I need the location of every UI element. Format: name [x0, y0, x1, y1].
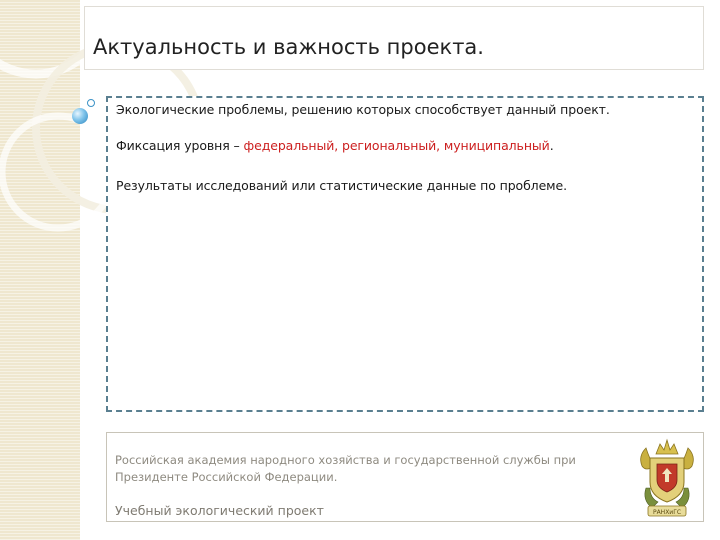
emblem-motto: РАНХиГС	[652, 509, 682, 516]
paragraph-research-results: Результаты исследований или статистические данные по проблеме.	[116, 178, 567, 193]
level-suffix: .	[549, 138, 554, 153]
level-values: федеральный, региональный, муниципальный	[243, 138, 550, 153]
institution-line-2: Президенте Российской Федерации.	[115, 470, 338, 484]
decor-arc-lower	[2, 116, 114, 228]
small-ring-icon	[87, 99, 95, 107]
page-title: Актуальность и важность проекта.	[93, 35, 484, 59]
ranepa-emblem-icon	[636, 436, 698, 520]
institution-line-1: Российская академия народного хозяйства и государственной службы при	[115, 453, 576, 467]
content-box	[106, 96, 704, 412]
footer-box	[106, 432, 704, 522]
paragraph-level-fixation	[116, 138, 554, 153]
title-box	[84, 6, 704, 70]
paragraph-ecological-problems: Экологические проблемы, решению которых способствует данный проект.	[116, 102, 610, 117]
project-label: Учебный экологический проект	[115, 503, 324, 518]
level-prefix: Фиксация уровня –	[116, 138, 244, 153]
blue-bullet-icon	[72, 108, 88, 124]
